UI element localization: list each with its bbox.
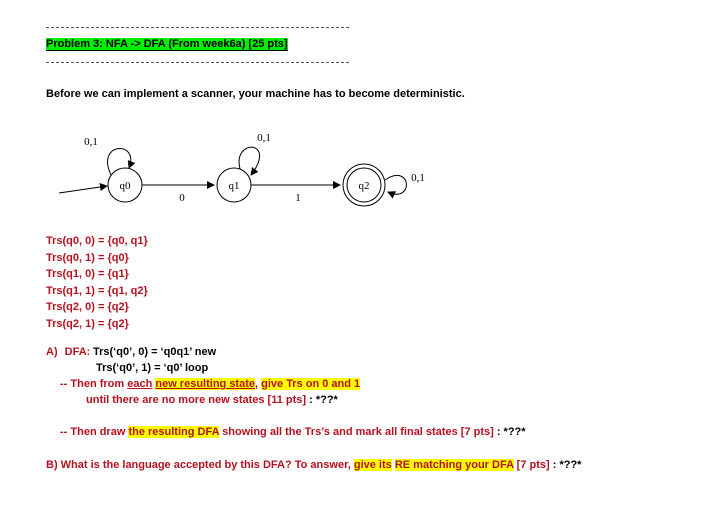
transition-item: Trs(q2, 0) = {q2} [46, 301, 129, 314]
loop-q0 [108, 149, 131, 175]
part-a-step1-cont: until there are no more new states [11 pts] : *??* [86, 394, 338, 406]
part-a-label: A) DFA: [46, 346, 91, 358]
part-a-step2: -- Then draw the resulting DFA showing all the Trs’s and mark all final states [7 pts] : *??* [60, 426, 526, 438]
part-a-step1: -- Then from each new resulting state, give Trs on 0 and 1 [60, 378, 361, 390]
transition-item: Trs(q1, 0) = {q1} [46, 268, 129, 281]
edge-q1-q2-label: 1 [295, 192, 301, 204]
transition-list [46, 233, 148, 333]
state-q1-label: q1 [228, 180, 240, 192]
transition-item: Trs(q2, 1) = {q2} [46, 317, 129, 330]
part-a-line2: Trs(‘q0’, 1) = ‘q0’ loop [96, 362, 209, 374]
state-q2-label: q2 [358, 180, 370, 192]
start-arrow [59, 186, 107, 193]
loop-q2 [385, 175, 406, 194]
transition-item: Trs(q1, 1) = {q1, q2} [46, 284, 148, 297]
problem-heading: Problem 3: NFA -> DFA (From week6a) [25 pts] [46, 38, 288, 50]
transition-item: Trs(q0, 0) = {q0, q1} [46, 235, 148, 247]
transition-item: Trs(q0, 1) = {q0} [46, 251, 129, 264]
edge-q0-q1-label: 0 [179, 192, 185, 204]
part-b: B) What is the language accepted by this DFA? To answer, give its RE matching your DFA [7 pts] : *??* [46, 459, 582, 471]
intro-text: Before we can implement a scanner, your machine has to become deterministic. [46, 88, 465, 100]
loop-q2-label: 0,1 [411, 172, 425, 184]
part-a-line1: Trs(‘q0’, 0) = ‘q0q1’ new [93, 346, 217, 358]
state-q0-label: q0 [119, 180, 131, 192]
loop-q1-label: 0,1 [257, 132, 271, 144]
loop-q1 [239, 147, 260, 175]
loop-q0-label: 0,1 [84, 136, 98, 148]
